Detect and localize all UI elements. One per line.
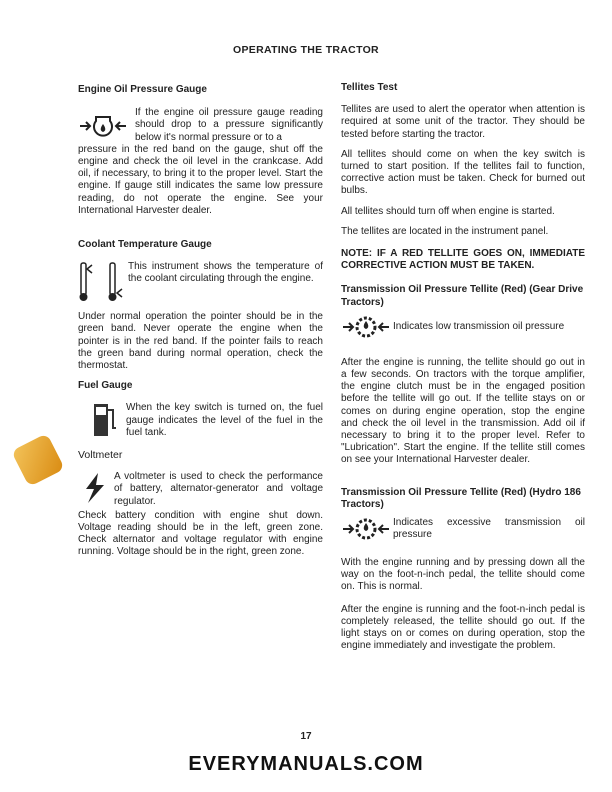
thermometer-icon [78, 261, 124, 303]
hydro-p2: After the engine is running and the foot-n-inch pedal is completely released, the tellite should go out. If the light stays on or comes on during operation, stop the engine immediately and investigate the problem. [341, 603, 585, 652]
oil-heading: Engine Oil Pressure Gauge [78, 84, 207, 95]
coolant-heading: Coolant Temperature Gauge [78, 239, 212, 251]
hydro-indicates: Indicates excessive transmission oil pressure [393, 516, 585, 541]
gear-indicates: Indicates low transmission oil pressure [393, 320, 565, 332]
hydro-heading: Transmission Oil Pressure Tellite (Red) (Hydro 186 Tractors) [341, 486, 581, 510]
left-column [78, 82, 323, 559]
gear-heading: Transmission Oil Pressure Tellite (Red) (Gear Drive Tractors) [341, 284, 584, 308]
coolant-intro: This instrument shows the temperature of the coolant circulating through the engine. [128, 261, 323, 285]
page-title: OPERATING THE TRACTOR [233, 44, 379, 56]
voltmeter-intro: A voltmeter is used to check the performance of battery, alternator-generator and voltage regulator. [114, 471, 323, 507]
fuel-pump-icon [78, 402, 122, 438]
page-number: 17 [300, 731, 312, 742]
tellites-p4: The tellites are located in the instrument panel. [341, 225, 549, 237]
oil-pressure-icon [78, 111, 130, 141]
voltmeter-heading: Voltmeter [78, 449, 123, 462]
lightning-bolt-icon [78, 471, 112, 505]
tellites-p3: All tellites should turn off when engine is started. [341, 205, 555, 217]
tellites-heading: Tellites Test [341, 82, 398, 93]
hydro-p1: With the engine running and by pressing down all the way on the foot-n-inch pedal, the tellite should come on. This is normal. [341, 557, 585, 593]
oil-body: pressure in the red band on the gauge, shut off the engine and check the oil level in the crankcase. Add oil, if necessary, to bring it to the proper level. Start the engine. If gauge still indicates the same low pressure reading, do not operate the engine. See your International Harvester dealer. [78, 143, 323, 216]
transmission-oil-icon [341, 515, 391, 543]
coolant-body: Under normal operation the pointer should be in the green band. Never operate the engine when the pointer is in the red band. If the pointer fails to reach the green band during normal operation, check the thermostat. [78, 311, 323, 372]
tellites-p2: All tellites should come on when the key switch is turned to start position. If the tellites fail to function, corrective action must be taken. Check for burned out bulbs. [341, 148, 585, 197]
watermark-logo [11, 433, 65, 487]
oil-intro: If the engine oil pressure gauge reading should drop to a pressure significantly below it's normal pressure or to a [135, 107, 323, 143]
transmission-oil-icon [341, 313, 391, 341]
voltmeter-body: Check battery condition with engine shut down. Voltage reading should be in the left, green zone. Check alternator and voltage regulator with engine running. Voltage should be in the right, green zone. [78, 509, 323, 558]
fuel-intro: When the key switch is turned on, the fuel gauge indicates the level of the fuel in the fuel tank. [126, 402, 323, 438]
gear-body: After the engine is running, the tellite should go out in a few seconds. On tractors with the torque amplifier, the engine clutch must be in the engaged position before the tellite will go out. If the tellite stays on or comes on during engine operation, stop the engine and check the oil level in the transmission. Add oil if necessary to bring it to the proper level. Refer to "Lubrication". Start the engine. If the tellite still comes on see your International Harvester dealer. [341, 356, 585, 466]
watermark: EVERYMANUALS.COM [188, 753, 424, 775]
tellites-p1: Tellites are used to alert the operator when attention is required at some unit of the tractor. They should be tested before starting the tractor. [341, 104, 585, 140]
fuel-heading: Fuel Gauge [78, 380, 133, 392]
tellites-note: NOTE: IF A RED TELLITE GOES ON, IMMEDIATE CORRECTIVE ACTION MUST BE TAKEN. [341, 248, 585, 272]
right-column [341, 82, 585, 653]
